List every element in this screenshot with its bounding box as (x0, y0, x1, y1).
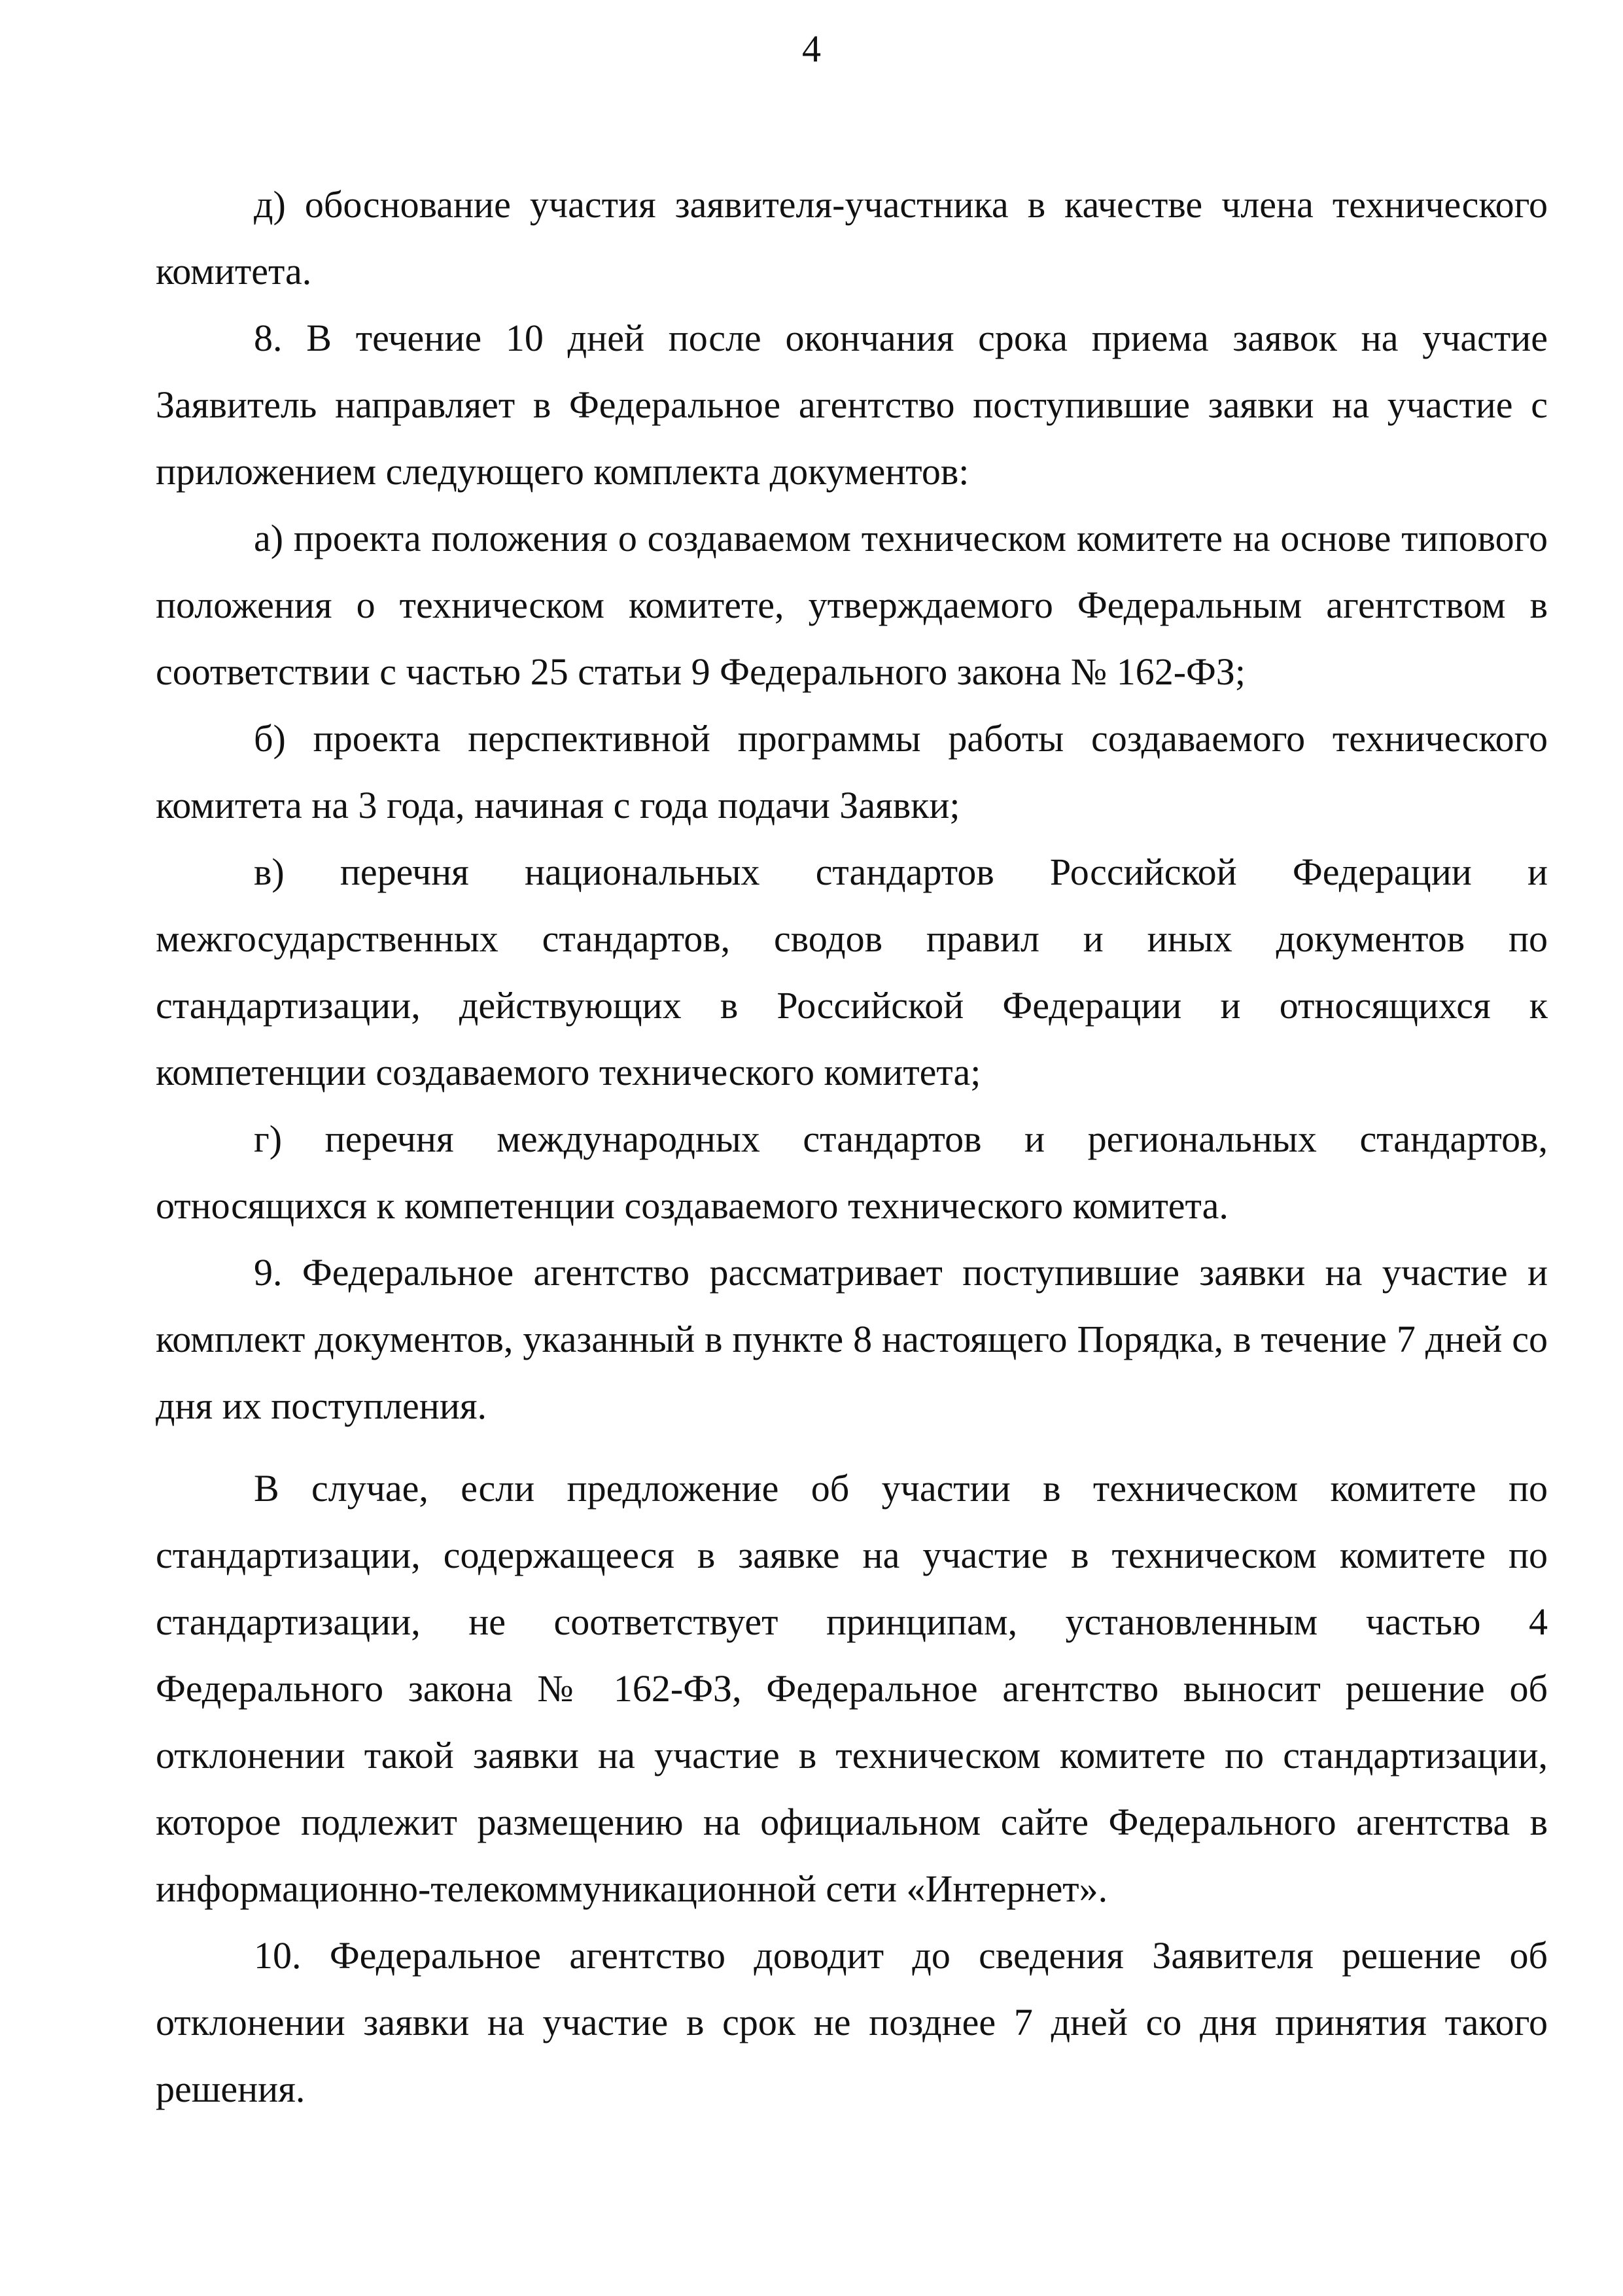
paragraph-rejection-case: В случае, если предложение об участии в техническом комитете по стандартизации, содержащееся в заявке на участие в техническом комитете по стандартизации, не соответствует принципам, установленным частью 4 Федерального закона № 162-ФЗ, Федеральное агентство выносит решение об отклонении такой заявки на участие в техническом комитете по стандартизации, которое подлежит размещению на официальном сайте Федерального агентства в информационно-телекоммуникационной сети «Интернет». (156, 1467, 1548, 1910)
paragraph-10-notification: 10. Федеральное агентство доводит до сведения Заявителя решение об отклонении заявки на участие в срок не позднее 7 дней со дня принятия такого решения. (156, 1934, 1548, 2110)
paragraph-g-international-standards-list: г) перечня международных стандартов и региональных стандартов, относящихся к компетенции создаваемого технического комитета. (156, 1118, 1548, 1227)
paragraph-b-draft-program: б) проекта перспективной программы работы создаваемого технического комитета на 3 года, начиная с года подачи Заявки; (156, 717, 1548, 826)
document-body (156, 171, 1548, 2123)
paragraph-9-review: 9. Федеральное агентство рассматривает поступившие заявки на участие и комплект документов, указанный в пункте 8 настоящего Порядка, в течение 7 дней со дня их поступления. (156, 1251, 1548, 1427)
paragraph-8-submission: 8. В течение 10 дней после окончания срока приема заявок на участие Заявитель направляет в Федеральное агентство поступившие заявки на участие с приложением следующего комплекта документов: (156, 317, 1548, 493)
page-number: 4 (802, 27, 821, 70)
paragraph-a-draft-regulation: а) проекта положения о создаваемом техническом комитете на основе типового положения о техническом комитете, утверждаемого Федеральным агентством в соответствии с частью 25 статьи 9 Федерального закона № 162-ФЗ; (156, 517, 1548, 693)
paragraph-d-justification: д) обоснование участия заявителя-участника в качестве члена технического комитета. (156, 183, 1548, 292)
paragraph-v-national-standards-list: в) перечня национальных стандартов Российской Федерации и межгосударственных стандартов, сводов правил и иных документов по стандартизации, действующих в Российской Федерации и относящихся к компетенции создаваемого технического комитета; (156, 851, 1548, 1093)
